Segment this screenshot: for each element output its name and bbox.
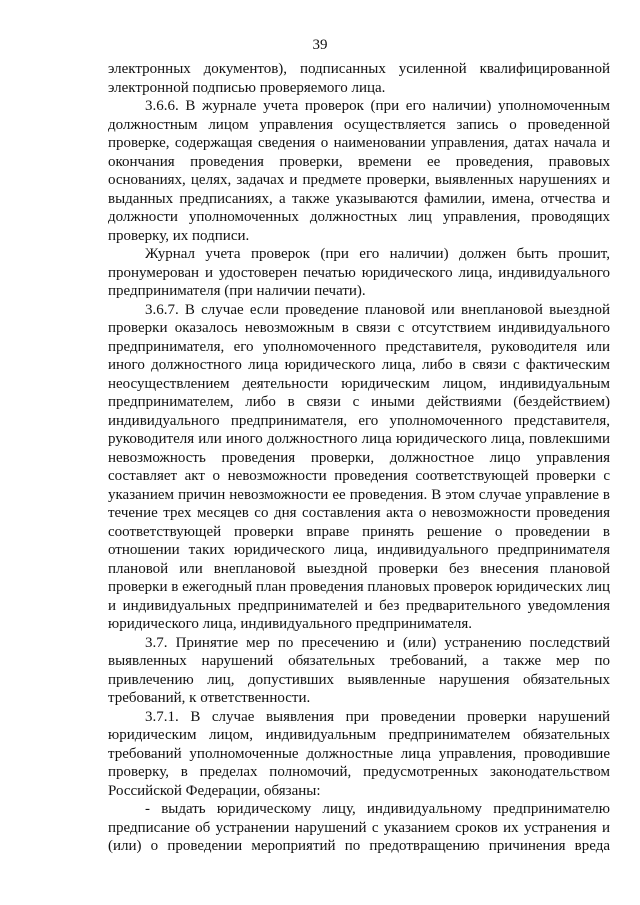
paragraph-journal: Журнал учета проверок (при его наличии) должен быть прошит, пронумерован и удостоверен печатью юридического лица, индивидуального предпринимателя (при наличии печати). (108, 246, 610, 299)
document-body (108, 60, 610, 856)
paragraph-list-item: - выдать юридическому лицу, индивидуальному предпринимателю предписание об устранении нарушений с указанием сроков их устранения и (или) о проведении мероприятий по предотвращению причинения вреда (108, 801, 610, 854)
paragraph-3-7: 3.7. Принятие мер по пресечению и (или) устранению последствий выявленных нарушений обязательных требований, а также мер по привлечению лиц, допустивших выявленные нарушения обязательных требований, к ответственности. (108, 634, 610, 706)
paragraph-3-6-7: 3.6.7. В случае если проведение плановой или внеплановой выездной проверки оказалось невозможным в связи с отсутствием индивидуального предпринимателя, его уполномоченного представителя, руководителя или иного должностного лица юридического лица, либо в связи с фактическим неосуществлением деятельности юридическим лицом, индивидуальным предпринимателем, либо в связи с иными действиями (бездействием) индивидуального предпринимателя, его уполномоченного представителя, руководителя или иного должностного лица юридического лица, повлекшими невозможность проведения проверки, должностное лицо управления составляет акт о невозможности проведения соответствующей проверки с указанием причин невозможности ее проведения. В этом случае управление в течение трех месяцев со дня составления акта о невозможности проведения соответствующей проверки вправе принять решение о проведении в отношении таких юридического лица, индивидуального предпринимателя плановой или внеплановой выездной проверки без внесения плановой проверки в ежегодный план проведения плановых проверок юридических лиц и индивидуальных предпринимателей и без предварительного уведомления юридического лица, индивидуального предпринимателя. (108, 301, 610, 632)
paragraph-continuation: электронных документов), подписанных усиленной квалифицированной электронной подписью проверяемого лица. (108, 61, 610, 96)
page-number: 39 (312, 37, 328, 53)
paragraph-3-7-1: 3.7.1. В случае выявления при проведении проверки нарушений юридическим лицом, индивидуальным предпринимателем обязательных требований уполномоченные должностные лица управления, проводившие проверку, в пределах полномочий, предусмотренных законодательством Российской Федерации, обязаны: (108, 708, 610, 799)
paragraph-3-6-6: 3.6.6. В журнале учета проверок (при его наличии) уполномоченным должностным лицом управления осуществляется запись о проведенной проверке, содержащая сведения о наименовании управления, датах начала и окончания проведения проверки, времени ее проведения, правовых основаниях, целях, задачах и предмете проверки, выявленных нарушениях и выданных предписаниях, а также указываются фамилии, имена, отчества и должности уполномоченных должностных лиц управления, проводящих проверку, их подписи. (108, 98, 610, 244)
